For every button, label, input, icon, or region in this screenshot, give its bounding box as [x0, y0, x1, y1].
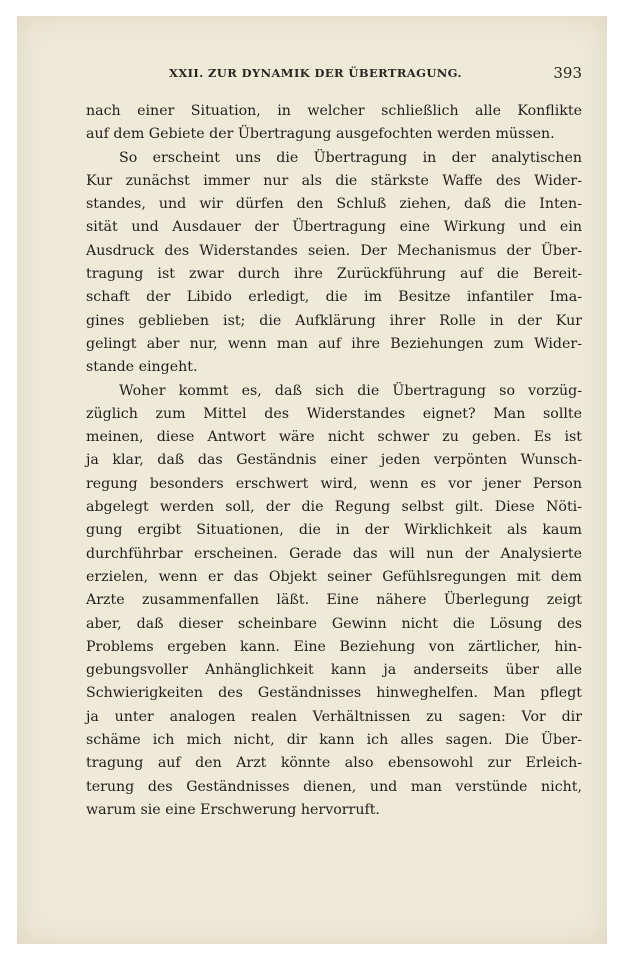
- text-line: Kur zunächst immer nur als die stärkste Waffe des Wider-: [86, 172, 582, 189]
- text-line: meinen, diese Antwort wäre nicht schwer zu geben. Es ist: [86, 429, 582, 446]
- text-line: terung des Geständnisses dienen, und man verstünde nicht,: [86, 778, 582, 795]
- text-line: gines geblieben ist; die Aufklärung ihrer Rolle in der Kur: [86, 312, 582, 329]
- text-line: Ausdruck des Widerstandes seien. Der Mechanismus der Über-: [86, 242, 582, 259]
- text-line: Arzte zusammenfallen läßt. Eine nähere Überlegung zeigt: [86, 592, 582, 609]
- text-line: Schwierigkeiten des Geständnisses hinweghelfen. Man pflegt: [86, 685, 582, 702]
- running-head: [89, 64, 582, 84]
- text-line: auf dem Gebiete der Übertragung ausgefochten werden müssen.: [86, 126, 555, 143]
- text-line: Woher kommt es, daß sich die Übertragung so vorzüg-: [119, 382, 582, 399]
- text-line: Problems ergeben kann. Eine Beziehung von zärtlicher, hin-: [86, 638, 582, 655]
- text-line: aber, daß dieser scheinbare Gewinn nicht die Lösung des: [86, 615, 582, 632]
- text-line: So erscheint uns die Übertragung in der analytischen: [119, 149, 582, 166]
- text-line: schäme ich mich nicht, dir kann ich alles sagen. Die Über-: [86, 732, 582, 749]
- text-line: durchführbar erscheinen. Gerade das will nun der Analysierte: [86, 545, 582, 562]
- page-number: 393: [553, 64, 582, 82]
- text-line: züglich zum Mittel des Widerstandes eignet? Man sollte: [86, 405, 582, 422]
- text-line: warum sie eine Erschwerung hervorruft.: [86, 801, 380, 818]
- text-line: gelingt aber nur, wenn man auf ihre Beziehungen zum Wider-: [86, 335, 582, 352]
- text-line: erzielen, wenn er das Objekt seiner Gefühlsregungen mit dem: [86, 568, 582, 585]
- text-line: schaft der Libido erledigt, die im Besitze infantiler Ima-: [86, 289, 582, 306]
- text-line: ja klar, daß das Geständnis einer jeden verpönten Wunsch-: [86, 452, 582, 469]
- running-title: XXII. ZUR DYNAMIK DER ÜBERTRAGUNG.: [169, 66, 462, 80]
- text-line: stande eingeht.: [86, 359, 198, 376]
- text-line: sität und Ausdauer der Übertragung eine Wirkung und ein: [86, 219, 582, 236]
- text-line: tragung auf den Arzt könnte also ebensowohl zur Erleich-: [86, 755, 582, 772]
- text-line: standes, und wir dürfen den Schluß ziehen, daß die Inten-: [86, 196, 582, 213]
- text-line: ja unter analogen realen Verhältnissen zu sagen: Vor dir: [86, 708, 582, 725]
- text-line: regung besonders erschwert wird, wenn es vor jener Person: [86, 475, 582, 492]
- book-page: [17, 16, 607, 944]
- text-line: gebungsvoller Anhänglichkeit kann ja anderseits über alle: [86, 662, 582, 679]
- text-line: tragung ist zwar durch ihre Zurückführung auf die Bereit-: [86, 266, 582, 283]
- text-line: nach einer Situation, in welcher schließlich alle Konflikte: [86, 103, 582, 119]
- text-line: gung ergibt Situationen, die in der Wirklichkeit als kaum: [86, 522, 582, 539]
- text-line: abgelegt werden soll, der die Regung selbst gilt. Diese Nöti-: [86, 499, 582, 516]
- body-text: [86, 100, 582, 822]
